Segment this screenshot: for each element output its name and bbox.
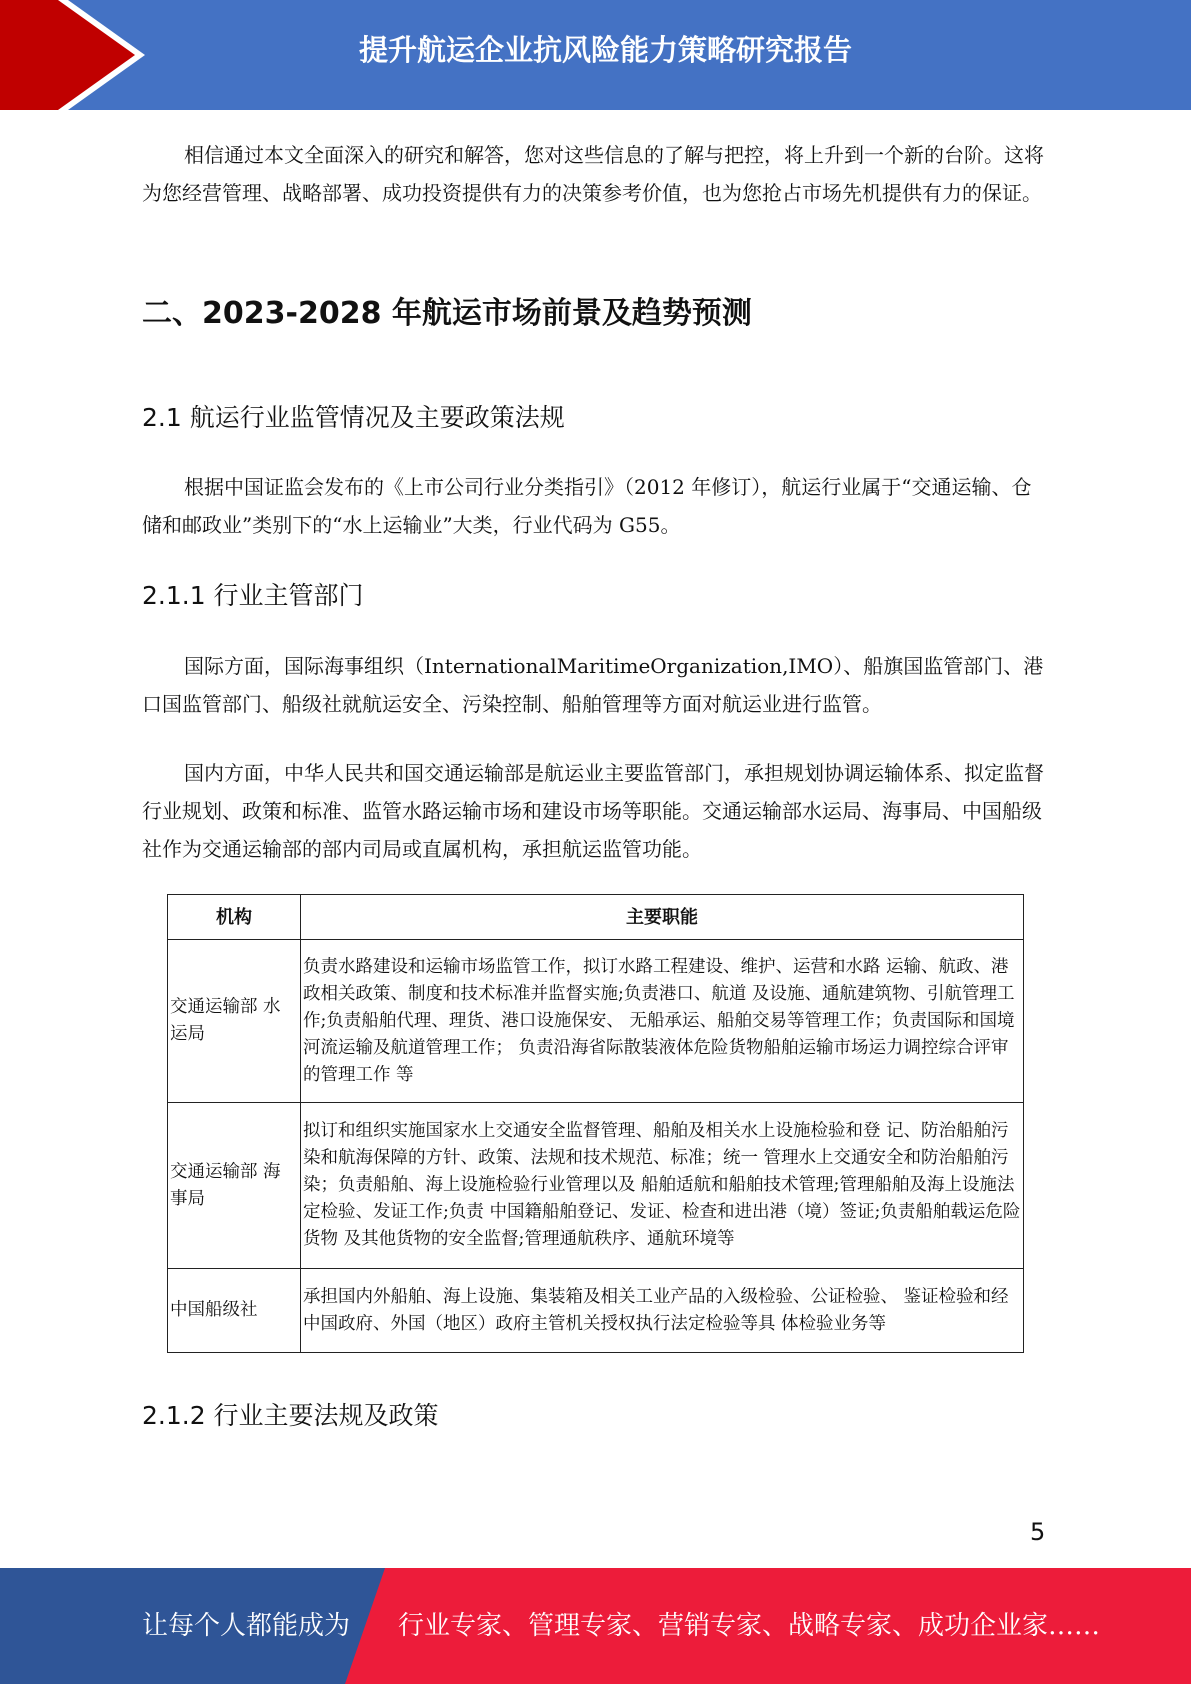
footer-slogan-right: 行业专家、管理专家、营销专家、战略专家、成功企业家…… xyxy=(398,1611,1101,1641)
subsection-2-1-2-title: 2.1.2 行业主要法规及政策 xyxy=(142,1401,439,1430)
report-title: 提升航运企业抗风险能力策略研究报告 xyxy=(358,33,852,67)
international-regulation-paragraph: 国际方面，国际海事组织（InternationalMaritimeOrganization,IMO）、船旗国监管部门、港口国监管部门、船级社就航运安全、污染控制、船舶管理等方面对航运业进行监管。 xyxy=(142,654,1044,716)
table-header-org: 机构 xyxy=(168,895,301,940)
table-row xyxy=(168,1269,1024,1353)
table-header-duty: 主要职能 xyxy=(301,895,1024,940)
subsection-2-1-title: 2.1 航运行业监管情况及主要政策法规 xyxy=(142,403,565,432)
section-title: 二、2023-2028 年航运市场前景及趋势预测 xyxy=(142,296,752,331)
table-header-row xyxy=(168,895,1024,940)
table-cell-duty: 负责水路建设和运输市场监管工作，拟订水路工程建设、维护、运营和水路 运输、航政、港政相关政策、制度和技术标准并监督实施;负责港口、航道 及设施、通航建筑物、引航管理工作;负责船舶代理、理货、港口设施保安、 无船承运、船舶交易等管理工作；负责国际和国境河流运输及航道管理工作； 负责沿海省际散装液体危险货物船舶运输市场运力调控综合评审的管理工作 等 xyxy=(301,940,1024,1103)
domestic-regulation-paragraph: 国内方面，中华人民共和国交通运输部是航运业主要监管部门，承担规划协调运输体系、拟定监督行业规划、政策和标准、监管水路运输市场和建设市场等职能。交通运输部水运局、海事局、中国船级社作为交通运输部的部内司局或直属机构，承担航运监管功能。 xyxy=(142,761,1044,861)
table-cell-duty: 拟订和组织实施国家水上交通安全监督管理、船舶及相关水上设施检验和登 记、防治船舶污染和航海保障的方针、政策、法规和技术规范、标准；统一 管理水上交通安全和防治船舶污染；负责船舶、海上设施检验行业管理以及 船舶适航和船舶技术管理;管理船舶及海上设施法定检验、发证工作;负责 中国籍船舶登记、发证、检查和进出港（境）签证;负责船舶载运危险货物 及其他货物的安全监督;管理通航秩序、通航环境等 xyxy=(301,1103,1024,1269)
footer-slogan-left: 让每个人都能成为 xyxy=(142,1611,351,1641)
regulator-duty-table xyxy=(167,894,1024,1353)
header-banner xyxy=(0,0,1191,110)
page-number: 5 xyxy=(1030,1518,1046,1546)
table-cell-org: 中国船级社 xyxy=(168,1269,301,1353)
intro-paragraph: 相信通过本文全面深入的研究和解答，您对这些信息的了解与把控，将上升到一个新的台阶。这将为您经营管理、战略部署、成功投资提供有力的决策参考价值，也为您抢占市场先机提供有力的保证。 xyxy=(142,143,1044,205)
table-cell-org: 交通运输部 海事局 xyxy=(168,1103,301,1269)
table-row xyxy=(168,940,1024,1103)
subsection-2-1-1-title: 2.1.1 行业主管部门 xyxy=(142,581,364,610)
table-cell-org: 交通运输部 水运局 xyxy=(168,940,301,1103)
subsection-2-1-paragraph: 根据中国证监会发布的《上市公司行业分类指引》（2012 年修订），航运行业属于“交通运输、仓储和邮政业”类别下的“水上运输业”大类，行业代码为 G55。 xyxy=(142,475,1032,537)
table-row xyxy=(168,1103,1024,1269)
footer-banner xyxy=(0,1568,1191,1684)
table-cell-duty: 承担国内外船舶、海上设施、集装箱及相关工业产品的入级检验、公证检验、 鉴证检验和经中国政府、外国（地区）政府主管机关授权执行法定检验等具 体检验业务等 xyxy=(301,1269,1024,1353)
